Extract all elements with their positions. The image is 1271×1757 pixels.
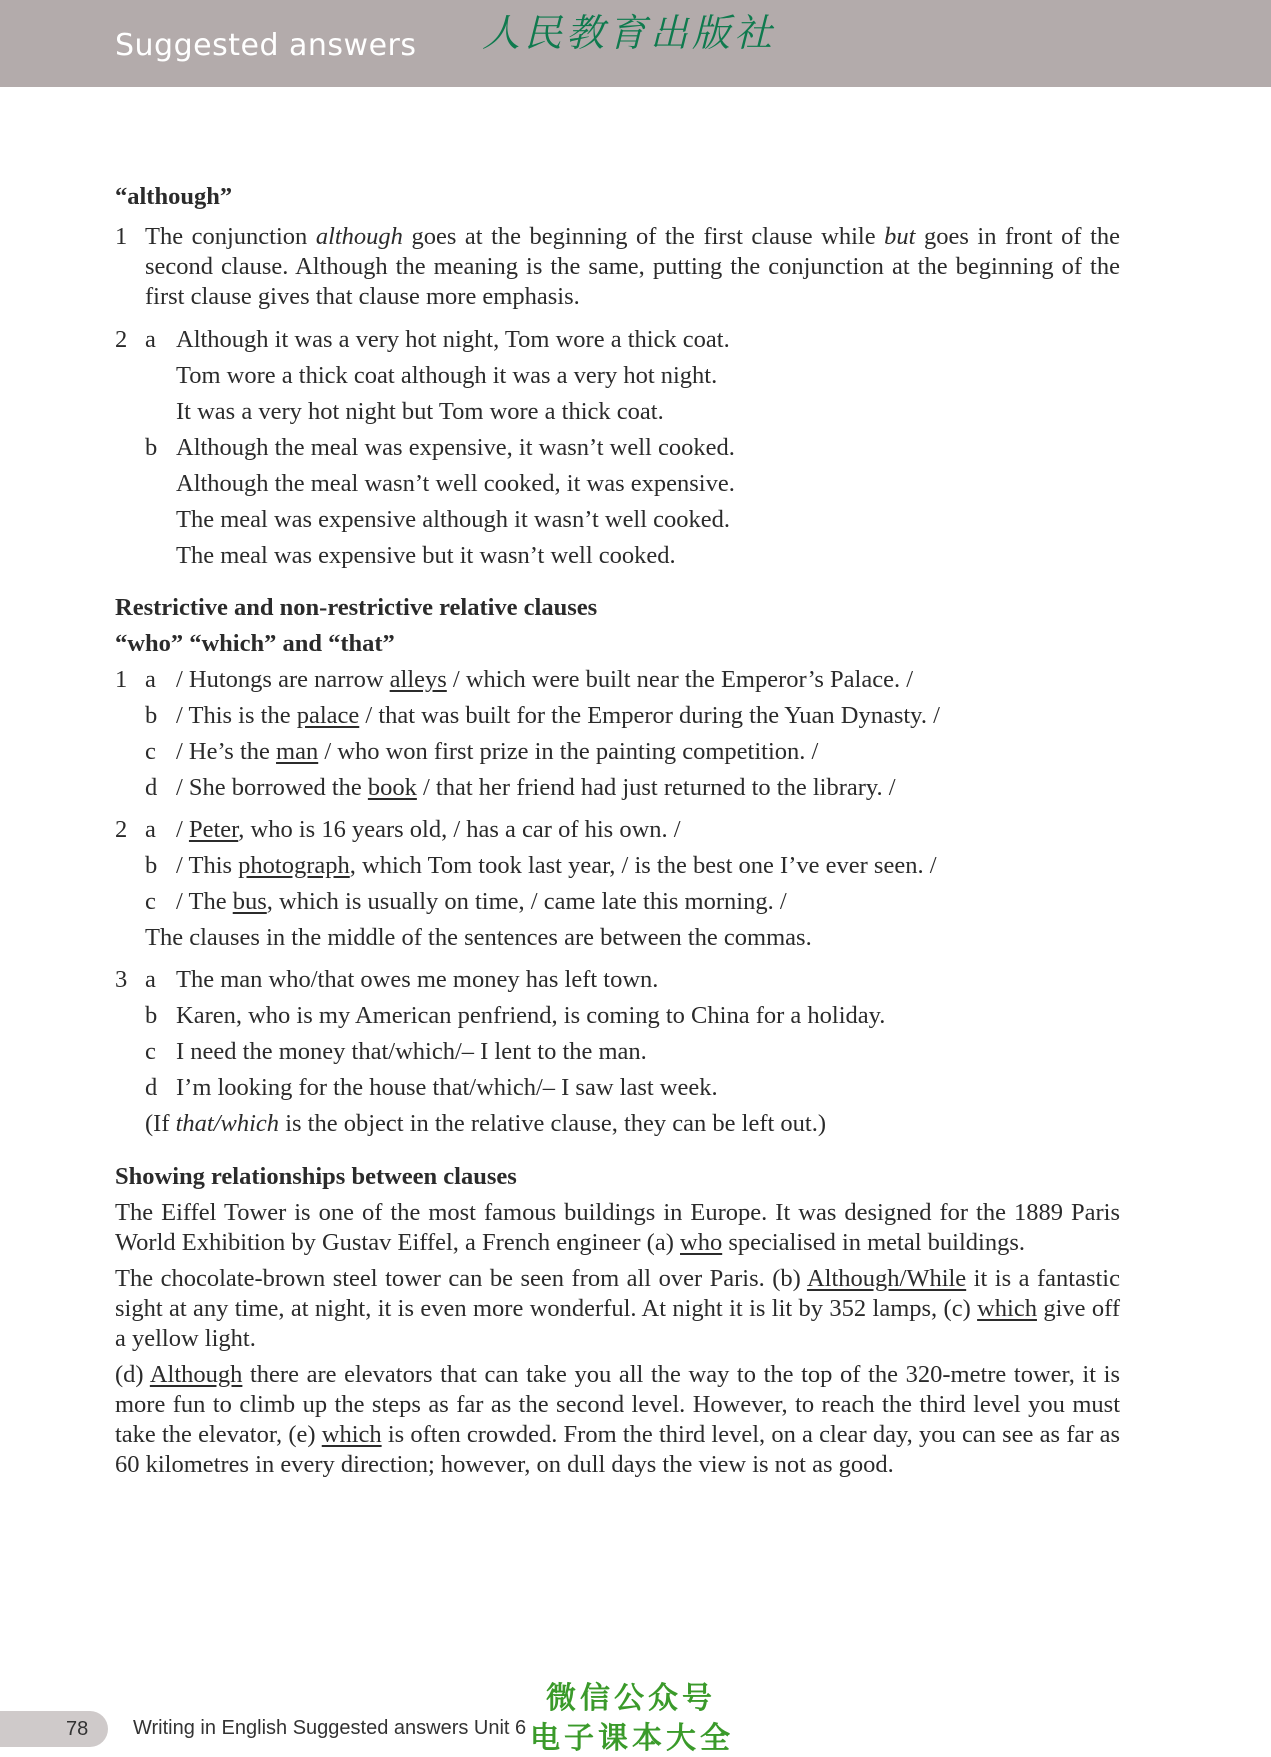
answer-line: It was a very hot night but Tom wore a thick coat. bbox=[176, 398, 664, 425]
answer-item: b / This is the palace / that was built for the Emperor during the Yuan Dynasty. / bbox=[145, 702, 940, 729]
heading-relative-clauses: Restrictive and non-restrictive relative clauses bbox=[115, 594, 598, 621]
answer-item: d I’m looking for the house that/which/– I saw last week. bbox=[145, 1074, 718, 1101]
footer-text: Writing in English Suggested answers Unit 6 bbox=[133, 1717, 527, 1739]
paragraph: (d) Although there are elevators that can take you all the way to the top of the 320-metre tower, it is more fun to climb up the steps as far as the second level. However, to reach the third level you must take the elevator, (e) which is often crowded. From the third level, on a clear day, you can see as far as 60 kilometres in every direction; however, on dull days the view is not as good. bbox=[115, 1361, 1121, 1478]
question-number: 1 bbox=[115, 223, 128, 250]
relative-q1 bbox=[115, 662, 1120, 806]
publisher-logo: 人民教育出版社 bbox=[482, 11, 777, 55]
question-number: 2 bbox=[115, 816, 128, 843]
heading-although: “although” bbox=[115, 183, 233, 210]
relative-q3 bbox=[115, 962, 1120, 1142]
page-header bbox=[0, 0, 1271, 87]
answer-note: The clauses in the middle of the sentences are between the commas. bbox=[145, 924, 812, 951]
answer-line: Tom wore a thick coat although it was a very hot night. bbox=[176, 362, 718, 389]
answer-item: c / The bus, which is usually on time, / came late this morning. / bbox=[145, 888, 787, 915]
paragraph: The Eiffel Tower is one of the most famous buildings in Europe. It was designed for the 1889 Paris World Exhibition by Gustav Eiffel, a French engineer (a) who specialised in metal buildings. bbox=[115, 1199, 1120, 1256]
answer-line: Although the meal wasn’t well cooked, it was expensive. bbox=[176, 470, 735, 497]
although-q2-b: b Although the meal was expensive, it wasn’t well cooked. Although the meal wasn’t well cooked, it was expensive. The meal was expensive although it wasn’t well cooked. The meal was expensive but it wasn’t well cooked. bbox=[145, 430, 1120, 574]
answer-item: a / Peter, who is 16 years old, / has a car of his own. / bbox=[145, 816, 681, 843]
page-number-tab bbox=[0, 1711, 108, 1747]
relative-q2 bbox=[115, 812, 1120, 956]
although-q2-a: a Although it was a very hot night, Tom wore a thick coat. Tom wore a thick coat although it was a very hot night. It was a very hot night but Tom wore a thick coat. bbox=[145, 322, 1120, 430]
answer-note: (If that/which is the object in the relative clause, they can be left out.) bbox=[145, 1110, 827, 1137]
answer-line: Although it was a very hot night, Tom wore a thick coat. bbox=[176, 326, 730, 353]
answer-item: c I need the money that/which/– I lent to the man. bbox=[145, 1038, 647, 1065]
answer-item: d / She borrowed the book / that her friend had just returned to the library. / bbox=[145, 774, 896, 801]
question-number: 2 bbox=[115, 326, 128, 353]
answer-line: The meal was expensive but it wasn’t well cooked. bbox=[176, 542, 676, 569]
paragraph: The chocolate-brown steel tower can be seen from all over Paris. (b) Although/While it is a fantastic sight at any time, at night, it is even more wonderful. At night it is lit by 352 lamps, (c) which give off a yellow light. bbox=[115, 1265, 1120, 1352]
answer-item: a / Hutongs are narrow alleys / which were built near the Emperor’s Palace. / bbox=[145, 666, 914, 693]
page-number: 78 bbox=[66, 1718, 89, 1740]
question-number: 1 bbox=[115, 666, 128, 693]
header-title: Suggested answers bbox=[115, 28, 417, 63]
answer-item: c / He’s the man / who won first prize in the painting competition. / bbox=[145, 738, 819, 765]
answer-item: a The man who/that owes me money has left town. bbox=[145, 966, 659, 993]
answers-content bbox=[115, 182, 1120, 1480]
heading-showing-relationships: Showing relationships between clauses bbox=[115, 1163, 517, 1190]
answer-line: Although the meal was expensive, it wasn’t well cooked. bbox=[176, 434, 735, 461]
answer-item: b Karen, who is my American penfriend, is coming to China for a holiday. bbox=[145, 1002, 886, 1029]
although-q1 bbox=[115, 222, 1120, 312]
although-q1-text: The conjunction although goes at the beginning of the first clause while but goes in front of the second clause. Although the meaning is the same, putting the conjunction at the beginning of the first clause gives that clause more emphasis. bbox=[145, 223, 1120, 310]
answer-line: The meal was expensive although it wasn’t well cooked. bbox=[176, 506, 731, 533]
heading-who-which-that: “who” “which” and “that” bbox=[115, 630, 395, 657]
watermark-line-1: 微信公众号 bbox=[546, 1681, 716, 1716]
although-q2 bbox=[115, 322, 1120, 574]
watermark-line-2: 电子课本大全 bbox=[530, 1721, 734, 1756]
question-number: 3 bbox=[115, 966, 128, 993]
answer-item: b / This photograph, which Tom took last year, / is the best one I’ve ever seen. / bbox=[145, 852, 937, 879]
